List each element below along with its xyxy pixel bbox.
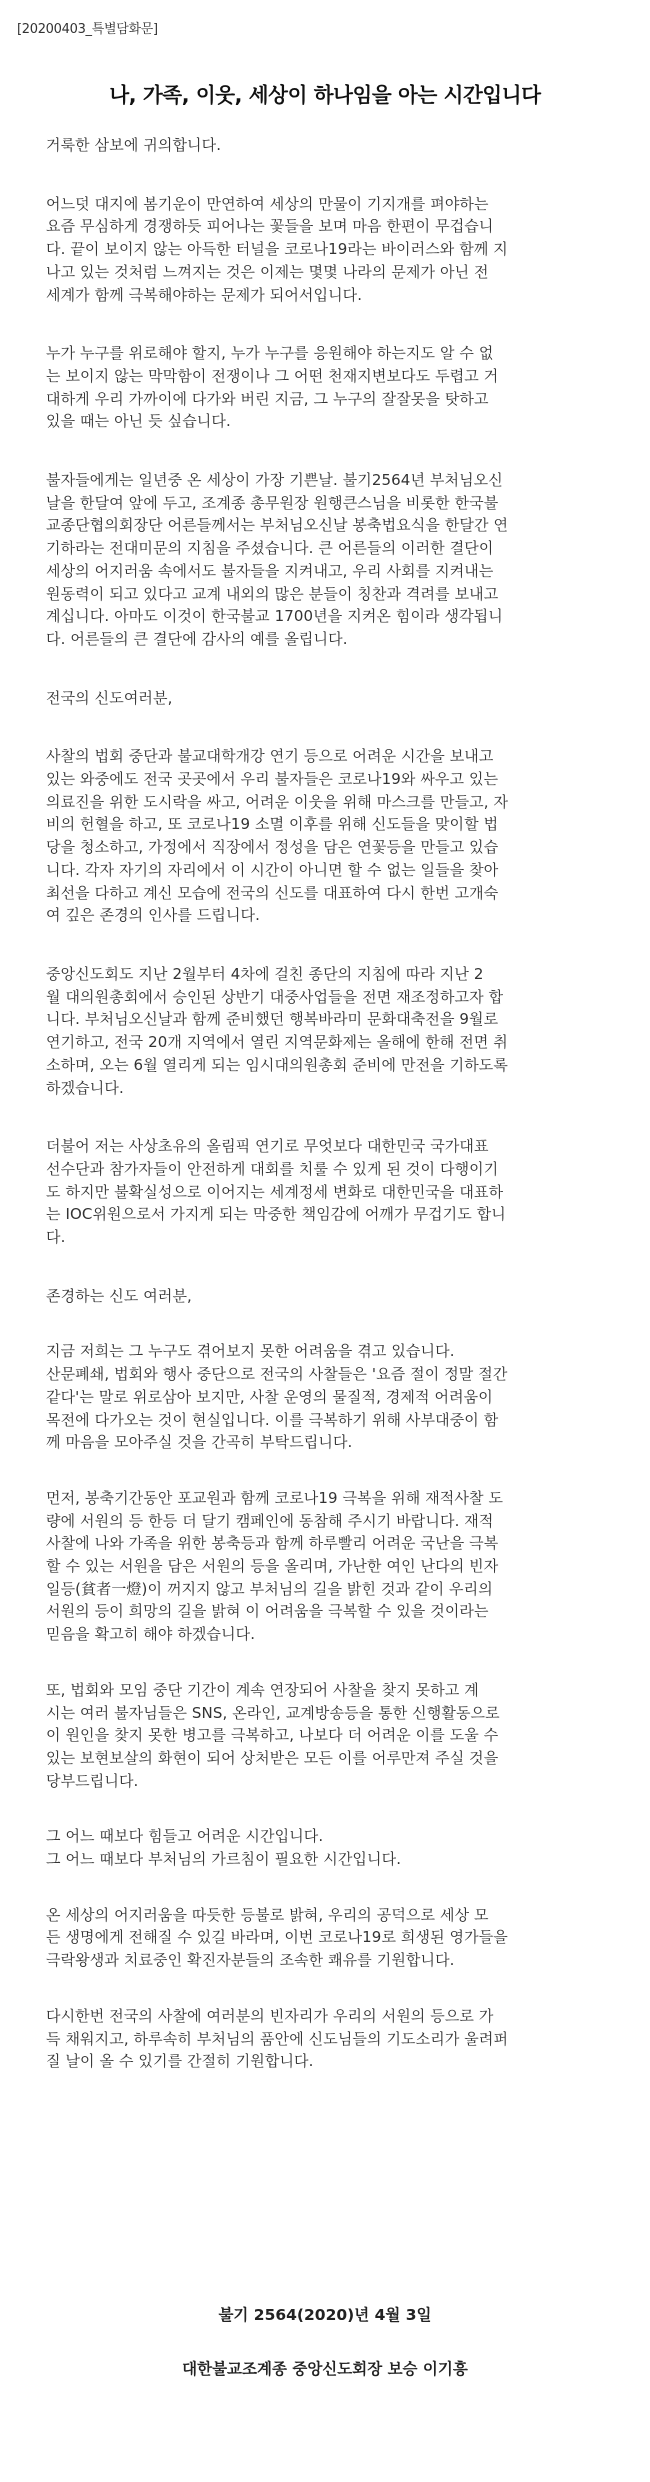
paragraph-line: 세상의 어지러움 속에서도 불자들을 지켜내고, 우리 사회를 지켜내는 <box>46 561 494 580</box>
paragraph-line: 께 마음을 모아주실 것을 간곡히 부탁드립니다. <box>46 1433 353 1452</box>
paragraph-line: 있는 와중에도 전국 곳곳에서 우리 불자들은 코로나19와 싸우고 있는 <box>46 770 499 789</box>
page-title: 나, 가족, 이웃, 세상이 하나임을 아는 시간입니다 <box>109 83 541 107</box>
paragraph-line: 목전에 다가오는 것이 현실입니다. 이를 극복하기 위해 사부대중이 함 <box>46 1410 499 1429</box>
paragraph-line: 날을 한달여 앞에 두고, 조계종 총무원장 원행큰스님을 비롯한 한국불 <box>46 493 499 512</box>
paragraph-line: 사찰의 법회 중단과 불교대학개강 연기 등으로 어려운 시간을 보내고 <box>46 747 494 766</box>
paragraph-line: 의료진을 위한 도시락을 싸고, 어려운 이웃을 위해 마스크를 만들고, 자 <box>46 792 509 811</box>
paragraph-line: 선수단과 참가자들이 안전하게 대회를 치룰 수 있게 된 것이 다행이기 <box>46 1159 499 1178</box>
paragraph <box>46 193 616 307</box>
paragraph-line: 불자들에게는 일년중 온 세상이 가장 기쁜날. 불기2564년 부처님오신 <box>46 471 503 490</box>
paragraph <box>46 687 616 710</box>
statement-date: 불기 2564(2020)년 4월 3일 <box>218 2306 432 2324</box>
paragraph-line: 산문폐쇄, 법회와 행사 중단으로 전국의 사찰들은 '요즘 절이 정말 절간 <box>46 1365 508 1384</box>
paragraph-line: 당을 청소하고, 가정에서 직장에서 정성을 담은 연꽃등을 만들고 있습 <box>46 838 499 857</box>
paragraph <box>46 1135 616 1249</box>
paragraph-line: 세계가 함께 극복해야하는 문제가 되어서입니다. <box>46 285 363 304</box>
paragraph <box>46 1285 616 1308</box>
paragraph-line: 니다. 부처님오신날과 함께 준비했던 행복바라미 문화대축전을 9월로 <box>46 1010 499 1029</box>
paragraph <box>46 342 616 433</box>
paragraph-line: 계십니다. 아마도 이것이 한국불교 1700년을 지켜온 힘이라 생각됩니 <box>46 607 503 626</box>
paragraph-line: 기하라는 전대미문의 지침을 주셨습니다. 큰 어른들의 이러한 결단이 <box>46 539 494 558</box>
paragraph-line: 하겠습니다. <box>46 1078 124 1097</box>
paragraph-line: 나고 있는 것처럼 느껴지는 것은 이제는 몇몇 나라의 문제가 아닌 전 <box>46 262 489 281</box>
statement-signature: 대한불교조계종 중앙신도회장 보승 이기흥 <box>182 2360 468 2378</box>
paragraph <box>46 745 616 927</box>
paragraph-line: 량에 서원의 등 한등 더 달기 캠페인에 동참해 주시기 바랍니다. 재적 <box>46 1511 494 1530</box>
paragraph-line: 그 어느 때보다 부처님의 가르침이 필요한 시간입니다. <box>46 1850 402 1869</box>
paragraph-line: 요즘 무심하게 경쟁하듯 피어나는 꽃들을 보며 마음 한편이 무겁습니 <box>46 217 494 236</box>
paragraph-line: 그 어느 때보다 힘들고 어려운 시간입니다. <box>46 1827 324 1846</box>
paragraph-line: 온 세상의 어지러움을 따듯한 등불로 밝혀, 우리의 공덕으로 세상 모 <box>46 1905 489 1924</box>
paragraph-line: 월 대의원총회에서 승인된 상반기 대중사업들을 전면 재조정하고자 합 <box>46 987 504 1006</box>
paragraph-line: 이 원인을 찾지 못한 병고를 극복하고, 나보다 더 어려운 이를 도울 수 <box>46 1726 499 1745</box>
paragraph-line: 같다'는 말로 위로삼아 보지만, 사찰 운영의 물질적, 경제적 어려움이 <box>46 1387 493 1406</box>
paragraph-line: 지금 저희는 그 누구도 겪어보지 못한 어려움을 겪고 있습니다. <box>46 1342 455 1361</box>
paragraph-line: 다. <box>46 1228 66 1247</box>
statement-body <box>46 134 616 2073</box>
paragraph-line: 원동력이 되고 있다고 교계 내외의 많은 분들이 칭찬과 격려를 보내고 <box>46 584 499 603</box>
paragraph <box>46 2005 616 2073</box>
paragraph-line: 득 채워지고, 하루속히 부처님의 품안에 신도님들의 기도소리가 울려퍼 <box>46 2029 509 2048</box>
paragraph-line: 사찰에 나와 가족을 위한 봉축등과 함께 하루빨리 어려운 국난을 극복 <box>46 1534 499 1553</box>
paragraph-line: 교종단협의회장단 어른들께서는 부처님오신날 봉축법요식을 한달간 연 <box>46 516 509 535</box>
paragraph-line: 극락왕생과 치료중인 확진자분들의 조속한 쾌유를 기원합니다. <box>46 1951 455 1970</box>
paragraph-line: 누가 누구를 위로해야 할지, 누가 누구를 응원해야 하는지도 알 수 없 <box>46 344 494 363</box>
paragraph-line: 일등(貧者一燈)이 꺼지지 않고 부처님의 길을 밝힌 것과 같이 우리의 <box>46 1579 493 1598</box>
paragraph-line: 전국의 신도여러분, <box>46 688 173 707</box>
paragraph-line: 는 보이지 않는 막막함이 전쟁이나 그 어떤 천재지변보다도 두렵고 거 <box>46 366 499 385</box>
paragraph-line: 있을 때는 아닌 듯 싶습니다. <box>46 412 231 431</box>
paragraph <box>46 1340 616 1454</box>
paragraph-line: 다시한번 전국의 사찰에 여러분의 빈자리가 우리의 서원의 등으로 가 <box>46 2006 494 2025</box>
paragraph-line: 니다. 각자 자기의 자리에서 이 시간이 아니면 할 수 없는 일들을 찾아 <box>46 860 499 879</box>
paragraph <box>46 963 616 1099</box>
paragraph-line: 또, 법회와 모임 중단 기간이 계속 연장되어 사찰을 찾지 못하고 계 <box>46 1680 479 1699</box>
paragraph-line: 비의 헌혈을 하고, 또 코로나19 소멸 이후를 위해 신도들을 맞이할 법 <box>46 815 499 834</box>
paragraph <box>46 134 616 157</box>
paragraph-line: 거룩한 삼보에 귀의합니다. <box>46 136 222 154</box>
paragraph-line: 도 하지만 불확실성으로 이어지는 세계정세 변화로 대한민국을 대표하 <box>46 1182 504 1201</box>
paragraph-line: 든 생명에게 전해질 수 있길 바라며, 이번 코로나19로 희생된 영가들을 <box>46 1928 508 1947</box>
paragraph-line: 다. 끝이 보이지 않는 아득한 터널을 코로나19라는 바이러스와 함께 지 <box>46 240 508 259</box>
paragraph-line: 질 날이 올 수 있기를 간절히 기원합니다. <box>46 2052 314 2071</box>
paragraph-line: 먼저, 봉축기간동안 포교원과 함께 코로나19 극복을 위해 재적사찰 도 <box>46 1488 504 1507</box>
paragraph-line: 할 수 있는 서원을 담은 서원의 등을 올리며, 가난한 여인 난다의 빈자 <box>46 1557 499 1576</box>
paragraph-line: 다. 어른들의 큰 결단에 감사의 예를 올립니다. <box>46 629 348 648</box>
paragraph <box>46 1679 616 1793</box>
paragraph-line: 는 IOC위원으로서 가지게 되는 막중한 책임감에 어깨가 무겁기도 합니 <box>46 1205 506 1224</box>
paragraph-line: 연기하고, 전국 20개 지역에서 열린 지역문화제는 올해에 한해 전면 취 <box>46 1033 508 1052</box>
paragraph <box>46 1904 616 1972</box>
paragraph <box>46 1487 616 1646</box>
paragraph-line: 대하게 우리 가까이에 다가와 버린 지금, 그 누구의 잘잘못을 탓하고 <box>46 389 489 408</box>
paragraph-line: 시는 여러 불자님들은 SNS, 온라인, 교계방송등을 통한 신행활동으로 <box>46 1703 500 1722</box>
document-tag: [20200403_특별담화문] <box>17 22 158 37</box>
paragraph <box>46 469 616 651</box>
paragraph-line: 소하며, 오는 6월 열리게 되는 임시대의원총회 준비에 만전을 기하도록 <box>46 1055 508 1074</box>
paragraph-line: 있는 보현보살의 화현이 되어 상처받은 모든 이를 어루만져 주실 것을 <box>46 1748 499 1767</box>
paragraph <box>46 1825 616 1870</box>
paragraph-line: 더불어 저는 사상초유의 올림픽 연기로 무엇보다 대한민국 국가대표 <box>46 1137 489 1156</box>
paragraph-line: 서원의 등이 희망의 길을 밝혀 이 어려움을 극복할 수 있을 것이라는 <box>46 1602 489 1621</box>
paragraph-line: 믿음을 확고히 해야 하겠습니다. <box>46 1625 256 1644</box>
paragraph-line: 어느덧 대지에 봄기운이 만연하여 세상의 만물이 기지개를 펴야하는 <box>46 194 489 213</box>
paragraph-line: 중앙신도회도 지난 2월부터 4차에 걸친 종단의 지침에 따라 지난 2 <box>46 964 484 983</box>
paragraph-line: 당부드립니다. <box>46 1771 139 1790</box>
paragraph-line: 존경하는 신도 여러분, <box>46 1286 192 1305</box>
paragraph-line: 최선을 다하고 계신 모습에 전국의 신도를 대표하여 다시 한번 고개숙 <box>46 883 499 902</box>
paragraph-line: 여 깊은 존경의 인사를 드립니다. <box>46 906 261 925</box>
